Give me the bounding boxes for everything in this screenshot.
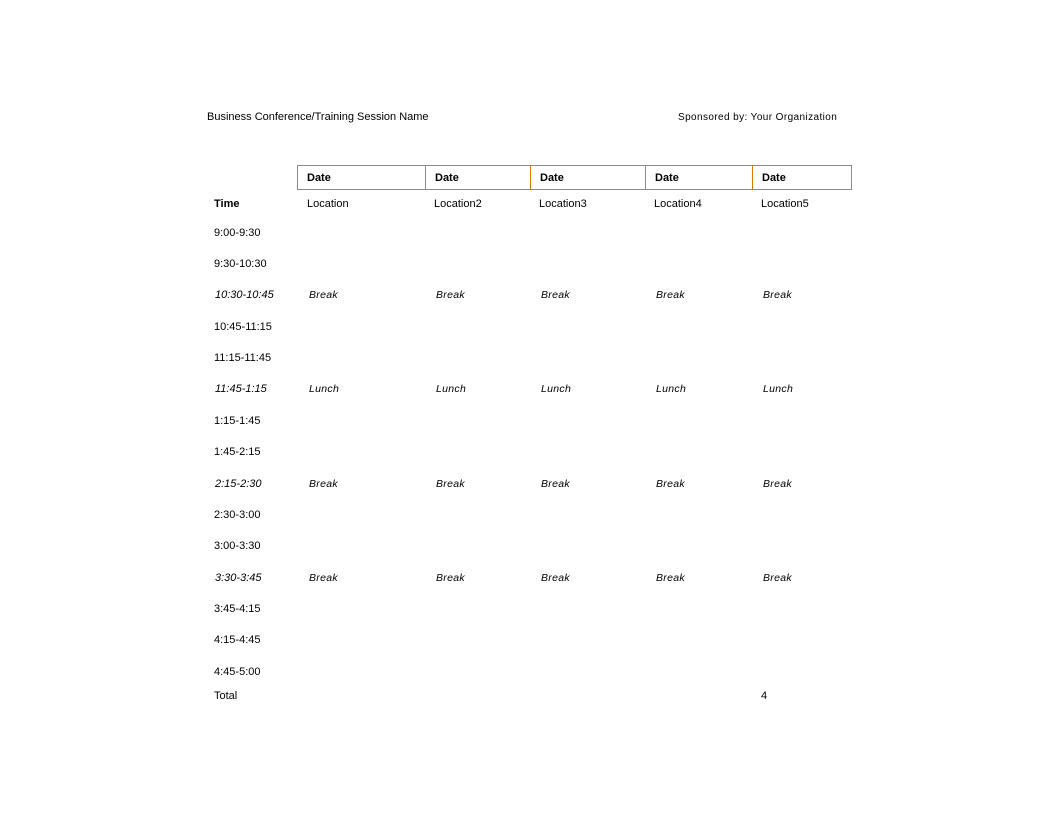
event-cell: Break [436, 289, 465, 301]
event-cell: Lunch [541, 383, 572, 395]
time-slot: 1:45-2:15 [214, 446, 261, 458]
total-label: Total [214, 690, 238, 702]
time-slot: 4:45-5:00 [214, 666, 261, 678]
event-cell: Break [541, 289, 570, 301]
time-slot: 2:15-2:30 [215, 478, 262, 490]
event-cell: Break [656, 572, 685, 584]
time-slot: 9:30-10:30 [214, 258, 267, 270]
event-cell: Lunch [763, 383, 794, 395]
location-5: Location5 [761, 198, 809, 210]
event-cell: Break [436, 572, 465, 584]
time-slot: 2:30-3:00 [214, 509, 261, 521]
event-cell: Break [763, 289, 792, 301]
location-3: Location3 [539, 198, 587, 210]
time-slot: 3:30-3:45 [215, 572, 262, 584]
date-header-4: Date [646, 165, 753, 190]
event-cell: Lunch [309, 383, 340, 395]
location-2: Location2 [434, 198, 482, 210]
time-slot: 11:45-1:15 [215, 383, 267, 395]
event-cell: Break [309, 572, 338, 584]
sponsor-text: Sponsored by: Your Organization [678, 112, 838, 123]
time-slot: 3:45-4:15 [214, 603, 261, 615]
time-slot: 10:30-10:45 [215, 289, 274, 301]
event-cell: Break [763, 478, 792, 490]
date-header-1: Date [297, 165, 426, 190]
event-cell: Lunch [436, 383, 467, 395]
time-slot: 10:45-11:15 [214, 321, 272, 333]
time-slot: 4:15-4:45 [214, 634, 261, 646]
event-cell: Break [436, 478, 465, 490]
event-cell: Lunch [656, 383, 687, 395]
time-slot: 9:00-9:30 [214, 227, 261, 239]
event-cell: Break [541, 572, 570, 584]
time-column-header: Time [214, 198, 240, 210]
event-cell: Break [309, 478, 338, 490]
date-header-5: Date [753, 165, 852, 190]
location-1: Location [307, 198, 349, 210]
event-cell: Break [309, 289, 338, 301]
date-header-3: Date [531, 165, 646, 190]
event-cell: Break [541, 478, 570, 490]
document-title: Business Conference/Training Session Name [207, 111, 429, 123]
time-slot: 3:00-3:30 [214, 540, 261, 552]
total-value: 4 [761, 690, 768, 702]
time-slot: 1:15-1:45 [214, 415, 261, 427]
location-4: Location4 [654, 198, 702, 210]
event-cell: Break [656, 478, 685, 490]
event-cell: Break [763, 572, 792, 584]
date-header-2: Date [426, 165, 531, 190]
event-cell: Break [656, 289, 685, 301]
time-slot: 11:15-11:45 [214, 352, 272, 364]
